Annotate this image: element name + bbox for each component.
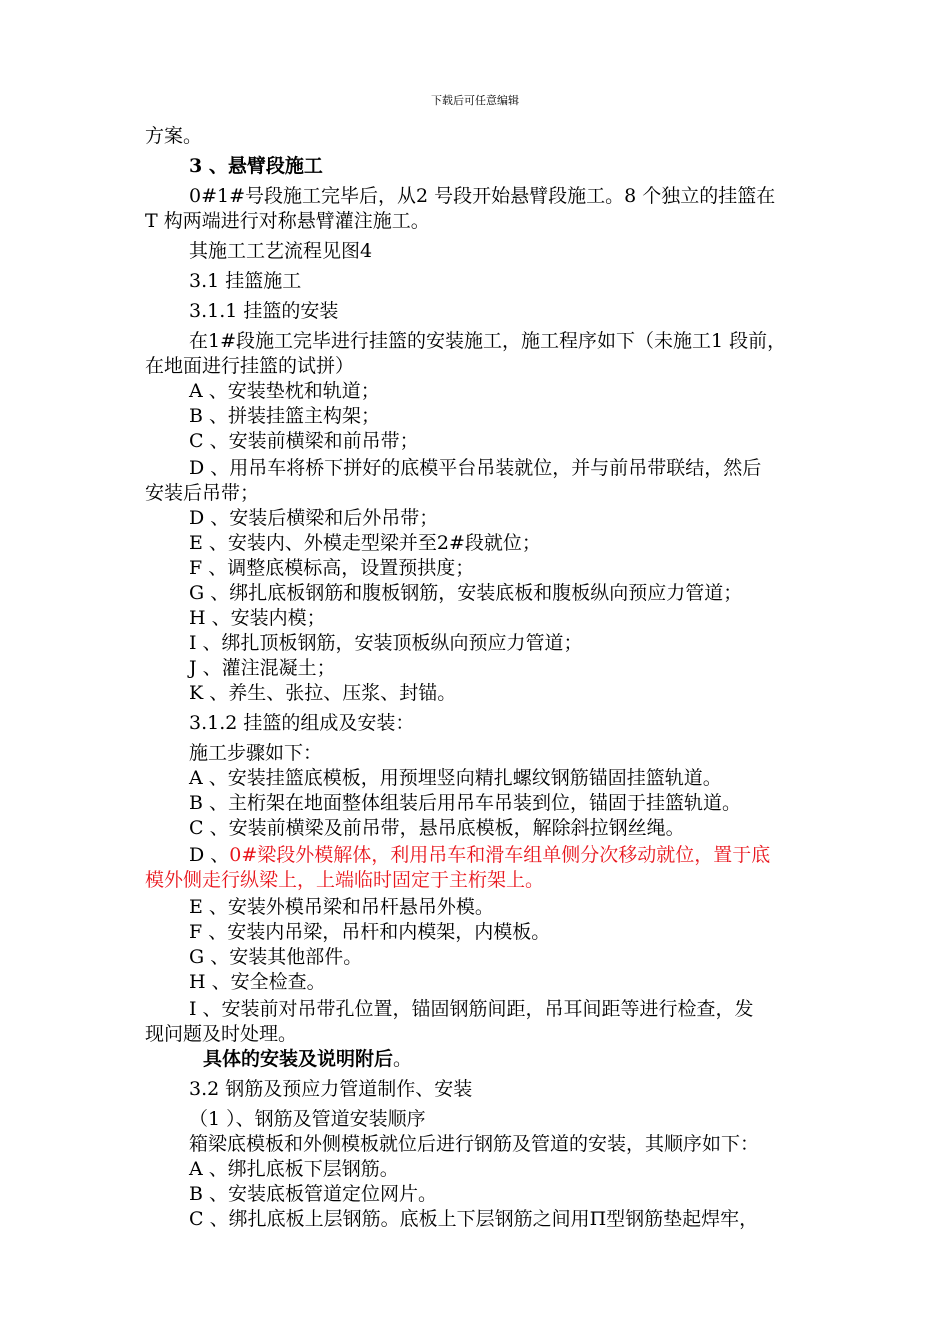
list-item: C 、安装前横梁和前吊带； xyxy=(189,430,419,452)
punctuation: 。 xyxy=(393,1048,413,1070)
list-item: F 、调整底模标高，设置预拱度； xyxy=(189,557,475,579)
body-line: 0#1#号段施工完毕后，从2 号段开始悬臂段施工。8 个独立的挂篮在 xyxy=(189,185,776,207)
list-item: C 、绑扎底板上层钢筋。底板上下层钢筋之间用Π型钢筋垫起焊牢， xyxy=(189,1208,759,1230)
section-heading: 3 、悬臂段施工 xyxy=(189,155,323,177)
subsection-heading: 3.1 挂篮施工 xyxy=(189,270,302,292)
body-line: 其施工工艺流程见图4 xyxy=(189,240,373,262)
list-item: I 、绑扎顶板钢筋，安装顶板纵向预应力管道； xyxy=(189,632,583,654)
list-item: A 、绑扎底板下层钢筋。 xyxy=(189,1158,399,1180)
subsection-heading: （1 ）、钢筋及管道安装顺序 xyxy=(189,1108,426,1130)
list-item xyxy=(145,843,865,868)
list-marker: D 、 xyxy=(189,844,230,866)
list-item: H 、安全检查。 xyxy=(189,971,326,993)
list-item: I 、安装前对吊带孔位置，锚固钢筋间距，吊耳间距等进行检查，发 xyxy=(189,998,754,1020)
list-item: A 、安装挂篮底模板，用预埋竖向精扎螺纹钢筋锚固挂篮轨道。 xyxy=(189,767,722,789)
body-line: 施工步骤如下： xyxy=(189,742,323,764)
list-item: G 、绑扎底板钢筋和腹板钢筋，安装底板和腹板纵向预应力管道； xyxy=(189,582,743,604)
list-item: H 、安装内模； xyxy=(189,607,326,629)
body-line: T 构两端进行对称悬臂灌注施工。 xyxy=(145,210,430,232)
list-item: E 、安装内、外模走型梁并至2#段就位； xyxy=(189,532,541,554)
subsection-heading: 3.2 钢筋及预应力管道制作、安装 xyxy=(189,1078,473,1100)
bold-text: 具体的安装及说明附后 xyxy=(203,1048,394,1070)
list-item: J 、灌注混凝土； xyxy=(189,657,336,679)
list-item: K 、养生、张拉、压浆、封锚。 xyxy=(189,682,457,704)
list-item: B 、拼装挂篮主构架； xyxy=(189,405,381,427)
body-line: 箱梁底模板和外侧模板就位后进行钢筋及管道的安装，其顺序如下： xyxy=(189,1133,760,1155)
list-item: G 、安装其他部件。 xyxy=(189,946,363,968)
highlighted-text: 模外侧走行纵梁上，上端临时固定于主桁架上。 xyxy=(145,869,545,891)
page-header: 下载后可任意编辑 xyxy=(431,94,519,107)
subsection-heading: 3.1.1 挂篮的安装 xyxy=(189,300,339,322)
body-line xyxy=(145,1047,865,1072)
list-item: C 、安装前横梁及前吊带，悬吊底模板，解除斜拉钢丝绳。 xyxy=(189,817,685,839)
document-body xyxy=(145,124,865,1232)
list-item: D 、安装后横梁和后外吊带； xyxy=(189,507,439,529)
list-item: F 、安装内吊梁，吊杆和内模架，内模板。 xyxy=(189,921,551,943)
body-line: 在1#段施工完毕进行挂篮的安装施工，施工程序如下（未施工1 段前， xyxy=(189,330,787,352)
body-line: 现问题及时处理。 xyxy=(145,1023,298,1045)
body-line: 安装后吊带； xyxy=(145,482,260,504)
body-line: 在地面进行挂篮的试拼） xyxy=(145,355,355,377)
list-item: B 、主桁架在地面整体组装后用吊车吊装到位，锚固于挂篮轨道。 xyxy=(189,792,742,814)
body-line: 方案。 xyxy=(145,125,203,147)
list-item: D 、用吊车将桥下拼好的底模平台吊装就位，并与前吊带联结，然后 xyxy=(189,457,762,479)
list-item: B 、安装底板管道定位网片。 xyxy=(189,1183,438,1205)
subsection-heading: 3.1.2 挂篮的组成及安装： xyxy=(189,712,415,734)
highlighted-text: 0#梁段外模解体，利用吊车和滑车组单侧分次移动就位，置于底 xyxy=(229,844,771,866)
list-item: A 、安装垫枕和轨道； xyxy=(189,380,380,402)
list-item: E 、安装外模吊梁和吊杆悬吊外模。 xyxy=(189,896,494,918)
